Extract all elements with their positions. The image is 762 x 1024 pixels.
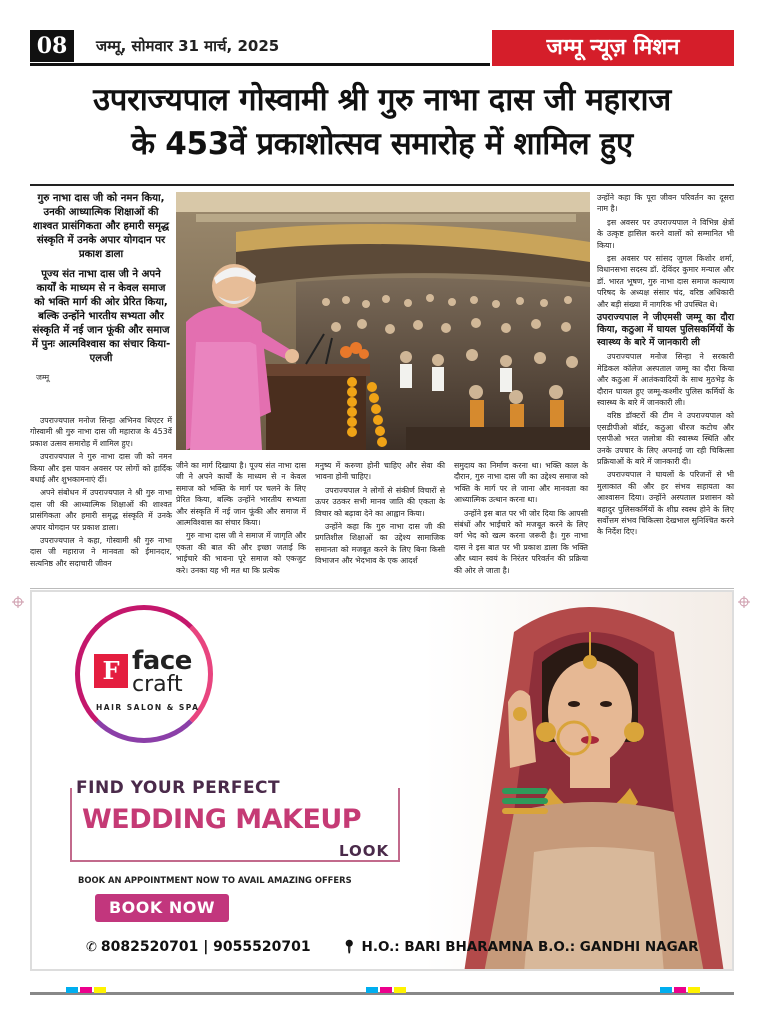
ad-wedding-line: WEDDING MAKEUP (82, 804, 362, 835)
color-swatch (394, 987, 406, 993)
col5-para: उपराज्यपाल मनोज सिन्हा ने सरकारी मेडिकल कॉलेज अस्पताल जम्मू का दौरा किया और कठुआ में आतंकवादियों के साथ मुठभेड़ के दौरान घायल हुए जम्मू-कश्मीर पुलिस कर्मियों के स्वास्थ्य के बारे में जानकारी ली। (597, 352, 734, 407)
article-column-4 (454, 460, 588, 578)
col1-para: उपराज्यपाल ने गुरु नाभा दास जी को नमन किया और इस पावन अवसर पर लोगों को हार्दिक बधाई और शुभकामनाएं दीं। (30, 452, 172, 485)
headline (30, 78, 734, 166)
color-swatch (660, 987, 672, 993)
header-rule (30, 63, 490, 66)
event-photo-illustration (176, 192, 590, 450)
col5-para: इस अवसर पर उपराज्यपाल ने विभिन्न क्षेत्रों के उत्कृष्ट हासिल करने वालों को सम्मानित भी किया। (597, 217, 734, 250)
address-text: H.O.: BARI BHARAMNA B.O.: GANDHI NAGAR (361, 939, 699, 955)
phone-icon: ✆ (86, 940, 97, 955)
facecraft-logo-icon: F (94, 654, 128, 688)
logo-name-face: face (132, 646, 192, 676)
ad-appointment-line: BOOK AN APPOINTMENT NOW TO AVAIL AMAZING OFFERS (78, 875, 352, 885)
col5-para: वरिष्ठ डॉक्टरों की टीम ने उपराज्यपाल को एसडीपीओ बॉर्डर, कठुआ धीरज कटोच और एसपीओ भरत जलोत्रा की स्वास्थ्य स्थिति और उनके उपचार के लिए अपनाई जा रही चिकित्सा प्रक्रियाओं के बारे में जानकारी दी। (597, 411, 734, 466)
logo-tagline: HAIR SALON & SPA (96, 703, 200, 712)
col3-para: मनुष्य में करुणा होनी चाहिए और सेवा की भावना होनी चाहिए। (315, 461, 445, 482)
col1-para: उपराज्यपाल ने कहा, गोस्वामी श्री गुरु नाभा दास जी महाराज ने मानवता को ईमानदार, सत्यनिष्ठ और सदाचारी जीवन (30, 536, 172, 568)
color-swatch (66, 987, 78, 993)
headline-line-1: उपराज्यपाल गोस्वामी श्री गुरु नाभा दास जी महाराज (93, 82, 671, 118)
col5-para: इस अवसर पर सांसद जुगल किशोर शर्मा, विधानसभा सदस्य डॉ. देविंदर कुमार मन्याल और डॉ. भारत भूषण, गुरु नाभा दास समाज कल्याण परिषद के अध्यक्ष संसार चंद, वरिष्ठ अधिकारी और बड़ी संख्या में नागरिक भी उपस्थित थे। (597, 254, 734, 309)
bride-illustration (424, 592, 734, 971)
intro-para-2: पूज्य संत नाभा दास जी ने अपने कार्यों के माध्यम से न केवल समाज को भक्ति मार्ग की ओर प्रेरित किया, बल्कि उन्होंने भारतीय सभ्यता और संस्कृति में नई जान फूंकी और समाज में पुनः आत्मविश्वास का संचार किया-एलजी (31, 269, 171, 364)
col3-para: उपराज्यपाल ने लोगों से संकीर्ण विचारों से ऊपर उठकर सभी मानव जाति की एकता के विचार को बढ़ावा देने का आह्वान किया। (315, 485, 445, 518)
col1-para: अपने संबोधन में उपराज्यपाल ने श्री गुरु नाभा दास जी की आध्यात्मिक शिक्षाओं की शाश्वत प्रासंगिकता और हमारी समृद्ध संस्कृति में उनके अपार योगदान पर प्रकाश डाला। (30, 488, 172, 532)
phone-numbers[interactable]: 8082520701 | 9055520701 (100, 939, 311, 955)
advertisement[interactable] (30, 590, 734, 971)
col2-para: जीने का मार्ग दिखाया है। पूज्य संत नाभा दास जी ने अपने कार्यों के माध्यम से न केवल समाज को भक्ति के मार्ग पर चलने के लिए प्रेरित किया, बल्कि उन्होंने भारतीय सभ्यता और संस्कृति में नई जान फूंकी और समाज में आत्मविश्वास का संचार किया। (176, 461, 306, 528)
col4-para: उन्होंने इस बात पर भी जोर दिया कि आपसी संबंधों और भाईचारे को मजबूत करने के लिए वर्ग भेद को खत्म करना जरूरी है। गुरु नाभा दास ने इस बात पर भी प्रकाश डाला कि भक्ति और ध्यान स्वयं के निरंतर परिवर्तन की प्रक्रिया की ओर ले जाता है। (454, 508, 588, 575)
article-column-5 (597, 192, 734, 540)
registration-mark-icon (12, 596, 24, 608)
article-column-2 (176, 460, 306, 578)
byline: जम्मू (36, 373, 50, 382)
location-pin-icon: 📍︎ (341, 940, 358, 955)
intro-para-1: गुरु नाभा दास जी को नमन किया, उनकी आध्यात्मिक शिक्षाओं की शाश्वत प्रासंगिकता और हमारी समृद्ध संस्कृति में उनके अपार योगदान पर प्रकाश डाला (32, 193, 170, 260)
event-photo (176, 192, 590, 450)
article-column-1 (30, 415, 172, 571)
col4-para: समुदाय का निर्माण करना था। भक्ति काल के दौरान, गुरु नाभा दास जी का उद्देश्य समाज को भक्ति के मार्ग पर ले जाना और मानवता का आध्यात्मिक उत्थान करना था। (454, 461, 588, 505)
book-now-button[interactable]: BOOK NOW (95, 894, 229, 922)
color-swatch (94, 987, 106, 993)
masthead: जम्मू न्यूज़ मिशन (492, 30, 734, 66)
col3-para: उन्होंने कहा कि गुरु नाभा दास जी की प्रगतिशील शिक्षाओं का उद्देश्य सामाजिक समानता को मजबूत करने के लिए बिना किसी विभाजन और भेदभाव के एक आदर्श (315, 522, 445, 566)
date-line: जम्मू, सोमवार 31 मार्च, 2025 (96, 37, 280, 55)
registration-mark-icon (738, 596, 750, 608)
bride-photo (424, 592, 734, 971)
color-swatch (80, 987, 92, 993)
page-number (30, 30, 74, 62)
headline-line-2: के 453वें प्रकाशोत्सव समारोह में शामिल हुए (131, 126, 633, 162)
col5-para: उन्होंने कहा कि पूरा जीवन परिवर्तन का दूसरा नाम है। (597, 193, 734, 214)
col2-para: गुरु नाभा दास जी ने समाज में जागृति और एकता की बात की और इच्छा जताई कि भाईचारे की भावना पूरे समाज को एकजुट करे। उनका यह भी मत था कि प्रत्येक (176, 531, 306, 575)
ad-look-line: LOOK (339, 842, 390, 860)
advert-separator (30, 588, 734, 589)
color-swatch (380, 987, 392, 993)
intro-column (30, 192, 172, 383)
column-subhead: उपराज्यपाल ने जीएमसी जम्मू का दौरा किया, कठुआ में घायल पुलिसकर्मियों के स्वास्थ्य के बारे में जानकारी ली (597, 312, 734, 348)
address-row (341, 939, 699, 955)
page-number-text: 08 (36, 33, 68, 59)
phone-row[interactable] (86, 939, 311, 955)
article-column-3 (315, 460, 445, 569)
color-swatch (366, 987, 378, 993)
col5-para: उपराज्यपाल ने घायलों के परिजनों से भी मुलाकात की और हर संभव सहायता का आश्वासन दिया। उन्होंने अस्पताल प्रशासन को बहादुर पुलिसकर्मियों के शीघ्र स्वस्थ होने के लिए सर्वोत्तम संभव चिकित्सा देखभाल सुनिश्चित करने के निर्देश दिए। (597, 470, 734, 537)
headline-rule (30, 184, 734, 186)
col1-para: उपराज्यपाल मनोज सिन्हा अभिनव थिएटर में गोस्वामी श्री गुरु नाभा दास जी महाराज के 453वें प्रकाश उत्सव समारोह में शामिल हुए। (30, 416, 172, 448)
color-swatch (688, 987, 700, 993)
logo-name-craft: craft (132, 672, 183, 697)
ad-find-line: FIND YOUR PERFECT (72, 778, 284, 798)
color-swatch (674, 987, 686, 993)
